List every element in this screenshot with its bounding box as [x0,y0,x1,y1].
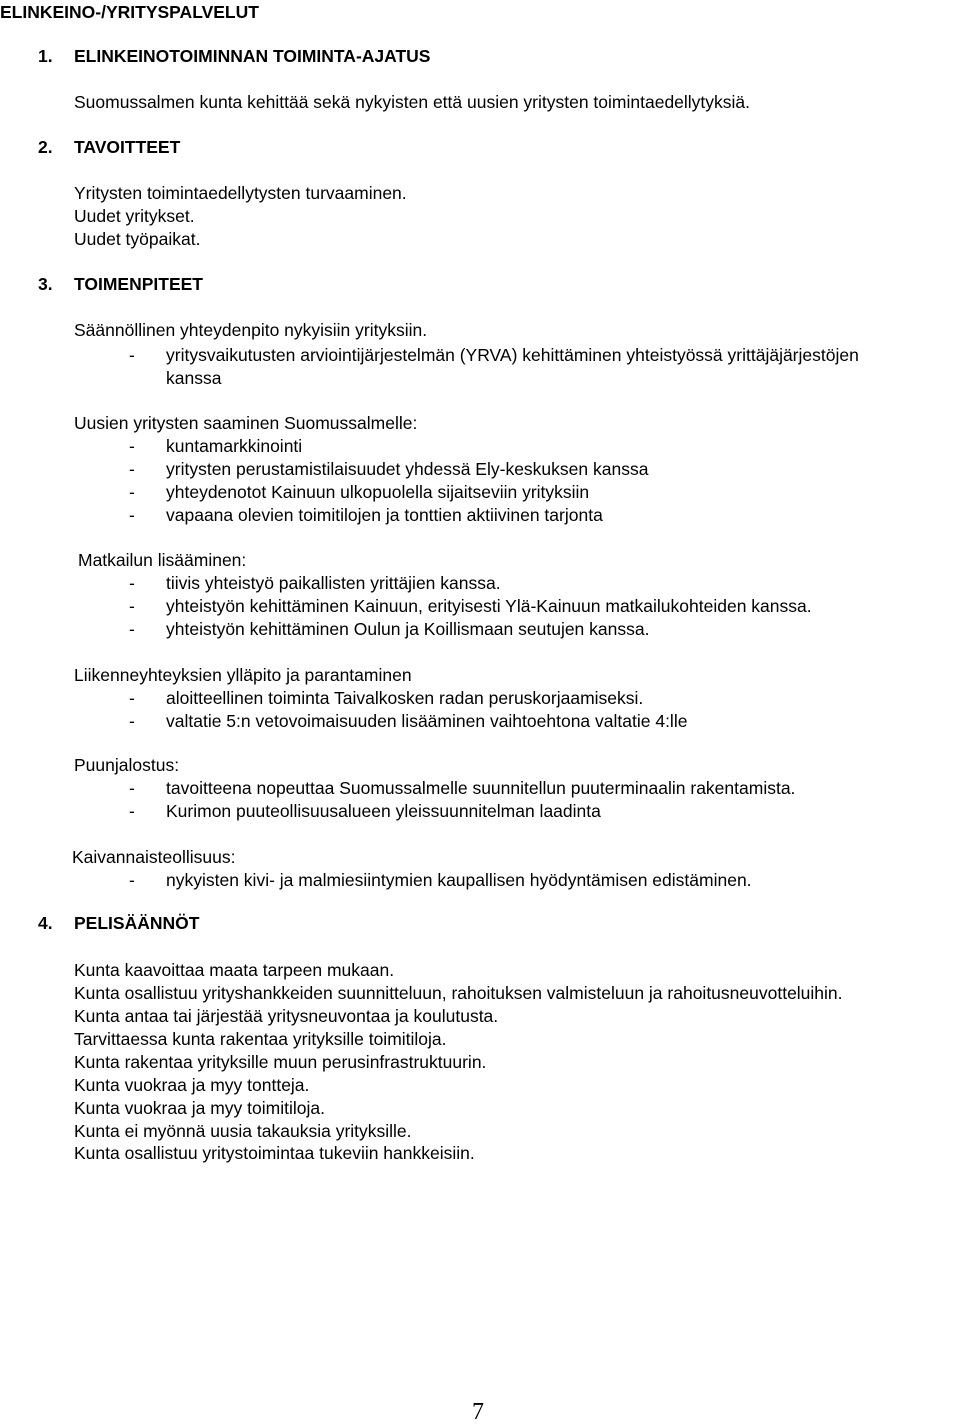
bullet-item: yhteistyön kehittäminen Kainuun, erityisesti Ylä-Kainuun matkailukohteiden kanssa. [166,596,812,616]
bullet-dash: - [129,711,135,731]
rule-line: Kunta osallistuu yritystoimintaa tukeviin hankkeisiin. [74,1143,475,1163]
bullet-dash: - [129,619,135,639]
section-1-number: 1. [38,46,53,66]
bullet-item: yhteistyön kehittäminen Oulun ja Koillismaan seutujen kanssa. [166,619,650,639]
rule-line: Kunta antaa tai järjestää yritysneuvontaa ja koulutusta. [74,1006,499,1026]
group-heading: Liikenneyhteyksien ylläpito ja parantaminen [74,665,412,685]
bullet-dash: - [129,345,135,365]
bullet-dash: - [129,801,135,821]
section-4-title: PELISÄÄNNÖT [74,913,200,933]
document-heading: ELINKEINO-/YRITYSPALVELUT [0,2,259,22]
bullet-item: aloitteellinen toiminta Taivalkosken radan peruskorjaamiseksi. [166,688,644,708]
section-3-number: 3. [38,274,53,294]
section-1-text: Suomussalmen kunta kehittää sekä nykyisten että uusien yritysten toimintaedellytyksiä. [74,92,751,112]
group-heading: Säännöllinen yhteydenpito nykyisiin yrityksiin. [74,320,428,340]
bullet-dash: - [129,778,135,798]
group-heading: Puunjalostus: [74,755,180,775]
page-number: 7 [472,1399,484,1425]
group-heading: Matkailun lisääminen: [78,550,247,570]
group-heading: Uusien yritysten saaminen Suomussalmelle: [74,413,418,433]
bullet-item: tavoitteena nopeuttaa Suomussalmelle suunnitellun puuterminaalin rakentamista. [166,778,796,798]
bullet-item: yritysten perustamistilaisuudet yhdessä Ely-keskuksen kanssa [166,459,649,479]
rule-line: Kunta rakentaa yrityksille muun perusinfrastruktuurin. [74,1052,487,1072]
bullet-item-continuation: kanssa [166,368,222,388]
bullet-item: nykyisten kivi- ja malmiesiintymien kaupallisen hyödyntämisen edistäminen. [166,870,752,890]
section-4-number: 4. [38,913,53,933]
bullet-dash: - [129,870,135,890]
bullet-dash: - [129,436,135,456]
section-3-title: TOIMENPITEET [74,274,203,294]
rule-line: Kunta vuokraa ja myy tontteja. [74,1075,310,1095]
bullet-item: vapaana olevien toimitilojen ja tonttien aktiivinen tarjonta [166,505,603,525]
bullet-item: tiivis yhteistyö paikallisten yrittäjien kanssa. [166,573,501,593]
bullet-dash: - [129,482,135,502]
section-1-title: ELINKEINOTOIMINNAN TOIMINTA-AJATUS [74,46,431,66]
bullet-item: valtatie 5:n vetovoimaisuuden lisääminen vaihtoehtona valtatie 4:lle [166,711,688,731]
rule-line: Kunta kaavoittaa maata tarpeen mukaan. [74,960,395,980]
bullet-item: kuntamarkkinointi [166,436,303,456]
bullet-item: Kurimon puuteollisuusalueen yleissuunnitelman laadinta [166,801,601,821]
section-2-line: Yritysten toimintaedellytysten turvaaminen. [74,183,407,203]
section-2-title: TAVOITTEET [74,137,181,157]
rule-line: Kunta vuokraa ja myy toimitiloja. [74,1098,325,1118]
bullet-item: yhteydenotot Kainuun ulkopuolella sijaitseviin yrityksiin [166,482,590,502]
rule-line: Kunta osallistuu yrityshankkeiden suunnitteluun, rahoituksen valmisteluun ja rahoitusneuvotteluihin. [74,983,843,1003]
section-2-line: Uudet työpaikat. [74,229,201,249]
bullet-dash: - [129,596,135,616]
section-2-line: Uudet yritykset. [74,206,195,226]
bullet-dash: - [129,688,135,708]
group-heading: Kaivannaisteollisuus: [72,847,236,867]
rule-line: Kunta ei myönnä uusia takauksia yrityksille. [74,1121,412,1141]
bullet-dash: - [129,573,135,593]
bullet-item: yritysvaikutusten arviointijärjestelmän (YRVA) kehittäminen yhteistyössä yrittäjäjärjestöjen [166,345,859,365]
bullet-dash: - [129,505,135,525]
bullet-dash: - [129,459,135,479]
section-2-number: 2. [38,137,53,157]
rule-line: Tarvittaessa kunta rakentaa yrityksille toimitiloja. [74,1029,447,1049]
